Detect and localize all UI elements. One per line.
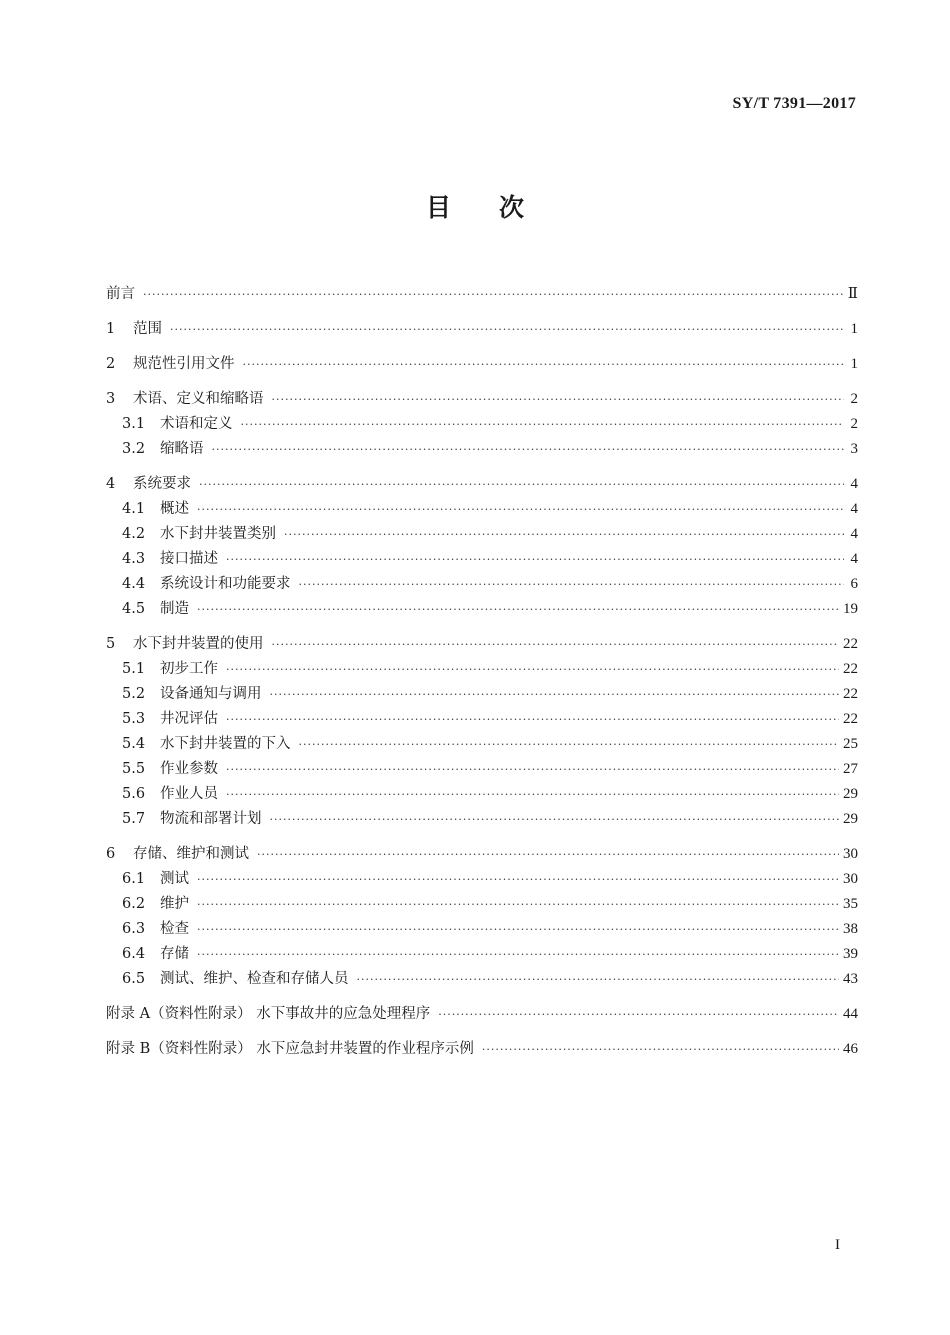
toc-leader-dots (212, 443, 845, 456)
toc-entry[interactable] (106, 732, 858, 757)
toc-entry[interactable] (106, 682, 858, 707)
toc-leader-dots (243, 358, 845, 371)
toc-leader-dots (270, 813, 840, 826)
toc-entry-label: 设备通知与调用 (160, 686, 262, 702)
toc-leader-dots (272, 638, 840, 651)
toc-leader-dots (199, 478, 844, 491)
toc-entry-page: 1 (850, 321, 858, 337)
toc-entry-number: 6.2 (122, 896, 146, 912)
toc-entry-number: 6.3 (122, 921, 146, 937)
toc-leader-dots (170, 323, 844, 336)
toc-entry-number: 5.3 (122, 711, 146, 727)
toc-entry[interactable] (106, 707, 858, 732)
toc-entry-page: 6 (850, 576, 858, 592)
toc-entry-label: 概述 (160, 501, 189, 517)
toc-entry-page: 3 (850, 441, 858, 457)
toc-entry-label: 测试、维护、检查和存储人员 (160, 971, 349, 987)
toc-entry-label: 井况评估 (160, 711, 218, 727)
toc-leader-dots (482, 1043, 839, 1056)
toc-entry-page: 2 (850, 416, 858, 432)
title-char-2: 次 (499, 193, 525, 222)
toc-entry[interactable] (106, 472, 858, 497)
toc-entry-label: 术语、定义和缩略语 (133, 391, 264, 407)
toc-entry-page: 43 (843, 971, 858, 987)
toc-entry[interactable] (106, 807, 858, 832)
toc-entry-page: 22 (843, 711, 858, 727)
toc-entry-page: 19 (843, 601, 858, 617)
toc-entry[interactable] (106, 917, 858, 942)
toc-entry-label: 附录 B（资料性附录） 水下应急封井装置的作业程序示例 (106, 1041, 474, 1057)
toc-entry[interactable] (106, 437, 858, 462)
toc-entry[interactable] (106, 782, 858, 807)
toc-leader-dots (197, 503, 844, 516)
toc-entry-page: 1 (850, 356, 858, 372)
toc-entry-page: 4 (850, 526, 858, 542)
toc-entry-label: 存储 (160, 946, 189, 962)
toc-entry-label: 范围 (133, 321, 162, 337)
toc-leader-dots (299, 578, 845, 591)
toc-entry[interactable] (106, 497, 858, 522)
toc-entry[interactable] (106, 1002, 858, 1027)
toc-entry-label: 水下封井装置的使用 (133, 636, 264, 652)
toc-entry[interactable] (106, 412, 858, 437)
toc-entry[interactable] (106, 1037, 858, 1062)
toc-entry-label: 附录 A（资料性附录） 水下事故井的应急处理程序 (106, 1006, 431, 1022)
toc-leader-dots (197, 923, 839, 936)
toc-entry-label: 作业人员 (160, 786, 218, 802)
toc-entry-page: 46 (843, 1041, 858, 1057)
toc-entry-page: 30 (843, 871, 858, 887)
toc-entry-number: 5.4 (122, 736, 146, 752)
toc-entry[interactable] (106, 867, 858, 892)
toc-entry-label: 接口描述 (160, 551, 218, 567)
toc-entry-label: 水下封井装置类别 (160, 526, 276, 542)
toc-leader-dots (226, 763, 839, 776)
toc-leader-dots (197, 898, 839, 911)
toc-entry-number: 4.5 (122, 601, 146, 617)
toc-entry-number: 6 (106, 846, 116, 862)
toc-entry-page: 38 (843, 921, 858, 937)
toc-entry-number: 4.1 (122, 501, 146, 517)
toc-entry-number: 5.1 (122, 661, 146, 677)
toc-entry-page: 22 (843, 636, 858, 652)
toc-entry[interactable] (106, 842, 858, 867)
toc-entry-page: 29 (843, 786, 858, 802)
toc-entry[interactable] (106, 942, 858, 967)
toc-entry-number: 5.6 (122, 786, 146, 802)
toc-entry-label: 存储、维护和测试 (133, 846, 249, 862)
toc-entry-page: 4 (850, 551, 858, 567)
toc-entry-number: 3 (106, 391, 116, 407)
toc-entry-number: 4 (106, 476, 116, 492)
toc-entry-page: 29 (843, 811, 858, 827)
toc-leader-dots (226, 663, 839, 676)
standard-code: SY/T 7391—2017 (732, 95, 856, 112)
toc-entry-page: 4 (850, 501, 858, 517)
toc-entry-page: 4 (850, 476, 858, 492)
toc-entry-page: Ⅱ (847, 286, 858, 302)
toc-entry[interactable] (106, 282, 858, 307)
table-of-contents (106, 282, 858, 1062)
toc-entry-label: 系统要求 (133, 476, 191, 492)
toc-entry-number: 4.2 (122, 526, 146, 542)
toc-entry-label: 术语和定义 (160, 416, 233, 432)
toc-leader-dots (197, 873, 839, 886)
toc-entry-page: 39 (843, 946, 858, 962)
toc-entry-page: 22 (843, 661, 858, 677)
toc-leader-dots (143, 288, 844, 301)
toc-entry-page: 35 (843, 896, 858, 912)
toc-entry-label: 前言 (106, 286, 135, 302)
toc-entry-number: 3.2 (122, 441, 146, 457)
toc-entry-number: 5 (106, 636, 116, 652)
toc-entry-page: 2 (850, 391, 858, 407)
toc-entry[interactable] (106, 757, 858, 782)
toc-leader-dots (272, 393, 845, 406)
toc-entry-label: 水下封井装置的下入 (160, 736, 291, 752)
toc-leader-dots (241, 418, 845, 431)
toc-entry[interactable] (106, 892, 858, 917)
toc-entry-number: 6.4 (122, 946, 146, 962)
toc-entry-number: 5.7 (122, 811, 146, 827)
toc-entry-label: 规范性引用文件 (133, 356, 235, 372)
toc-leader-dots (270, 688, 840, 701)
toc-entry-page: 44 (843, 1006, 858, 1022)
toc-entry[interactable] (106, 597, 858, 622)
toc-leader-dots (197, 948, 839, 961)
toc-entry-label: 检查 (160, 921, 189, 937)
toc-leader-dots (226, 713, 839, 726)
toc-entry[interactable] (106, 547, 858, 572)
toc-leader-dots (257, 848, 839, 861)
toc-entry-number: 5.5 (122, 761, 146, 777)
toc-entry-label: 维护 (160, 896, 189, 912)
toc-entry-page: 30 (843, 846, 858, 862)
toc-entry-number: 3.1 (122, 416, 146, 432)
toc-entry-label: 作业参数 (160, 761, 218, 777)
toc-entry[interactable] (106, 317, 858, 342)
toc-entry-label: 物流和部署计划 (160, 811, 262, 827)
toc-entry-page: 22 (843, 686, 858, 702)
toc-leader-dots (357, 973, 840, 986)
toc-leader-dots (197, 603, 839, 616)
toc-entry-label: 缩略语 (160, 441, 204, 457)
toc-entry-number: 6.5 (122, 971, 146, 987)
page-number: I (835, 1237, 840, 1253)
toc-leader-dots (299, 738, 840, 751)
toc-entry-page: 27 (843, 761, 858, 777)
toc-entry-number: 5.2 (122, 686, 146, 702)
toc-leader-dots (226, 553, 844, 566)
toc-leader-dots (284, 528, 844, 541)
toc-leader-dots (438, 1008, 839, 1021)
toc-entry-label: 初步工作 (160, 661, 218, 677)
toc-entry[interactable] (106, 522, 858, 547)
toc-leader-dots (226, 788, 839, 801)
toc-entry-page: 25 (843, 736, 858, 752)
toc-entry[interactable] (106, 967, 858, 992)
title-char-1: 目 (425, 193, 451, 222)
toc-entry-number: 1 (106, 321, 116, 337)
toc-entry-label: 测试 (160, 871, 189, 887)
page-title (0, 188, 950, 224)
toc-entry[interactable] (106, 572, 858, 597)
toc-entry[interactable] (106, 657, 858, 682)
toc-entry-number: 4.3 (122, 551, 146, 567)
toc-entry-label: 制造 (160, 601, 189, 617)
toc-entry-number: 6.1 (122, 871, 146, 887)
toc-entry[interactable] (106, 632, 858, 657)
toc-entry[interactable] (106, 387, 858, 412)
toc-entry-label: 系统设计和功能要求 (160, 576, 291, 592)
toc-entry-number: 4.4 (122, 576, 146, 592)
toc-entry[interactable] (106, 352, 858, 377)
toc-entry-number: 2 (106, 356, 116, 372)
